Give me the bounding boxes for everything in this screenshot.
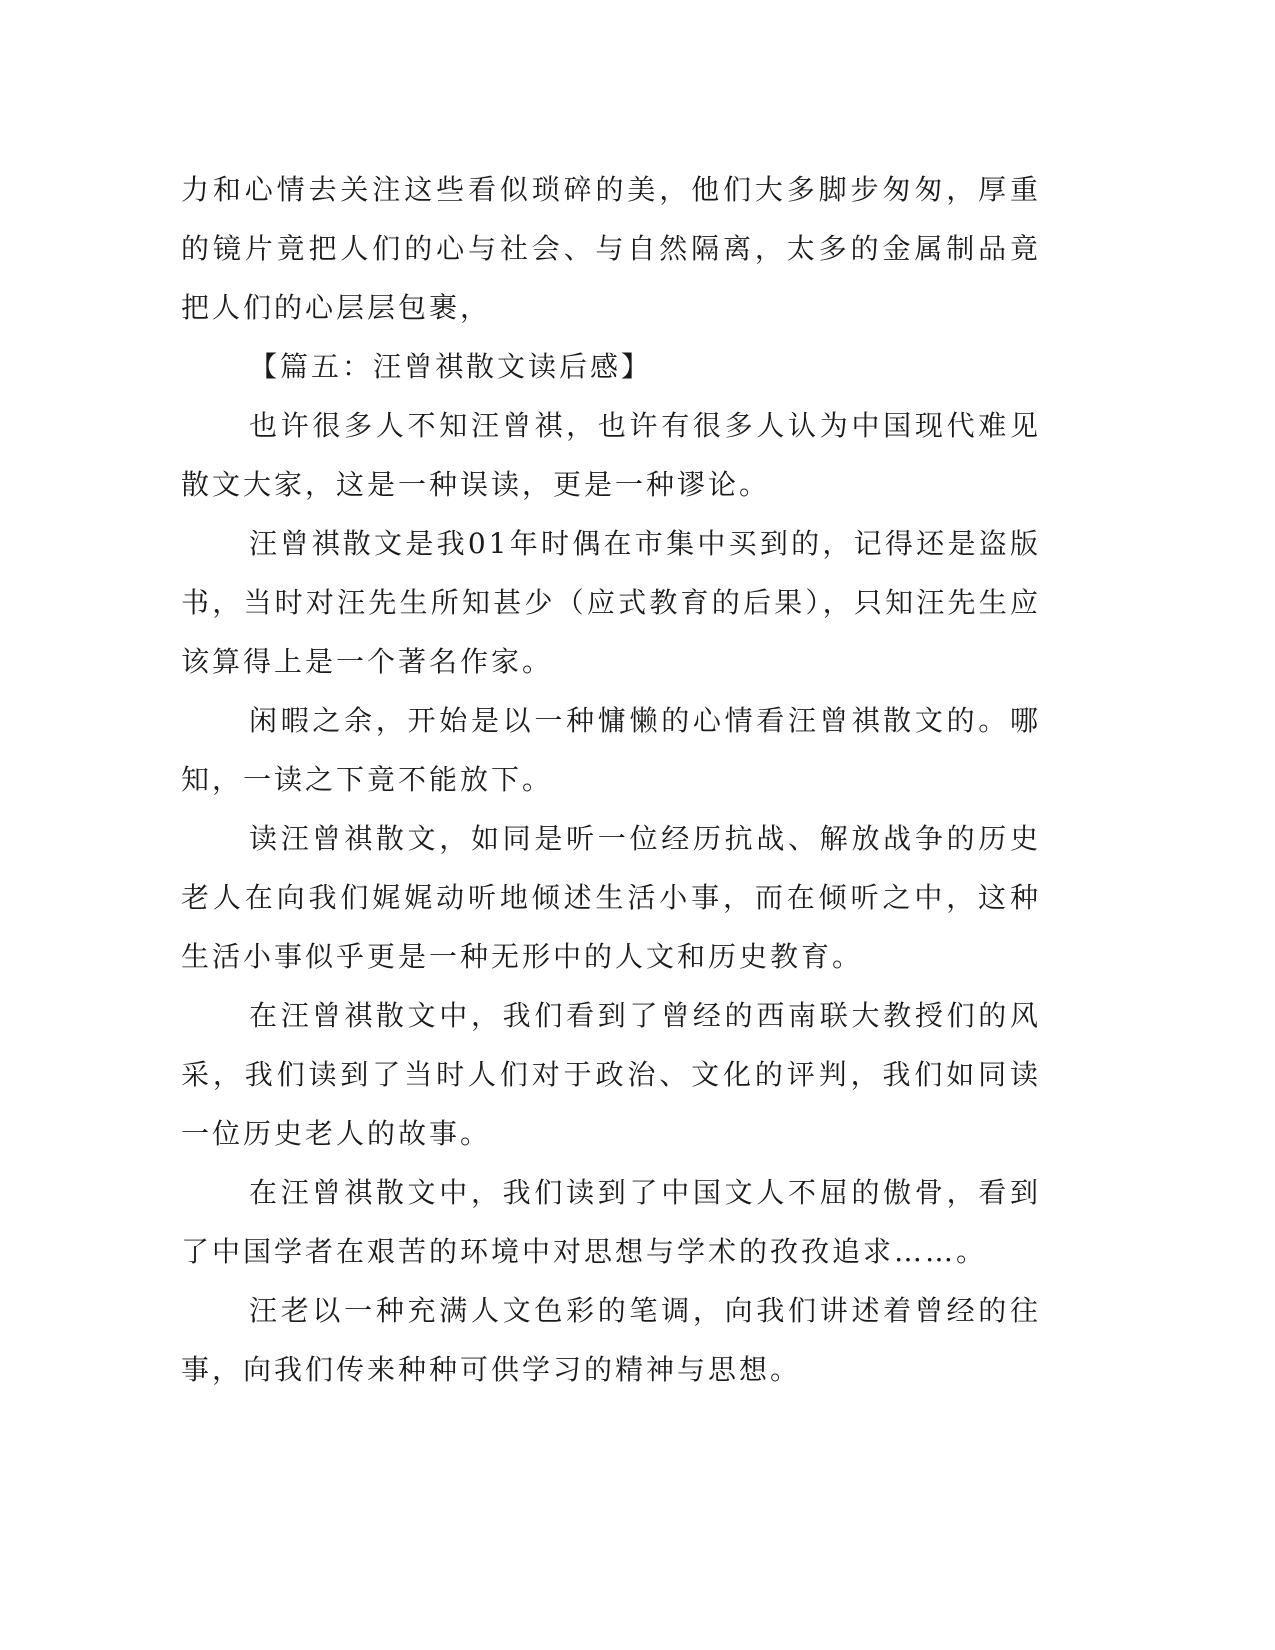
document-body [181,160,1041,1399]
paragraph: 在汪曾祺散文中，我们看到了曾经的西南联大教授们的风采，我们读到了当时人们对于政治、文化的评判，我们如同读一位历史老人的故事。 [181,999,1041,1150]
paragraph: 汪老以一种充满人文色彩的笔调，向我们讲述着曾经的往事，向我们传来种种可供学习的精神与思想。 [181,1294,1041,1386]
paragraph: 汪曾祺散文是我01年时偶在市集中买到的，记得还是盗版书，当时对汪先生所知甚少（应式教育的后果），只知汪先生应该算得上是一个著名作家。 [181,527,1041,678]
paragraph-continuation: 力和心情去关注这些看似琐碎的美，他们大多脚步匆匆，厚重的镜片竟把人们的心与社会、与自然隔离，太多的金属制品竟把人们的心层层包裹， [181,173,1041,324]
paragraph: 在汪曾祺散文中，我们读到了中国文人不屈的傲骨，看到了中国学者在艰苦的环境中对思想与学术的孜孜追求……。 [181,1176,1041,1268]
paragraph: 闲暇之余，开始是以一种慵懒的心情看汪曾祺散文的。哪知，一读之下竟不能放下。 [181,704,1041,796]
paragraph: 也许很多人不知汪曾祺，也许有很多人认为中国现代难见散文大家，这是一种误读，更是一种谬论。 [181,409,1041,501]
paragraph: 读汪曾祺散文，如同是听一位经历抗战、解放战争的历史老人在向我们娓娓动听地倾述生活小事，而在倾听之中，这种生活小事似乎更是一种无形中的人文和历史教育。 [181,822,1041,973]
section-heading: 【篇五：汪曾祺散文读后感】 [249,350,653,383]
